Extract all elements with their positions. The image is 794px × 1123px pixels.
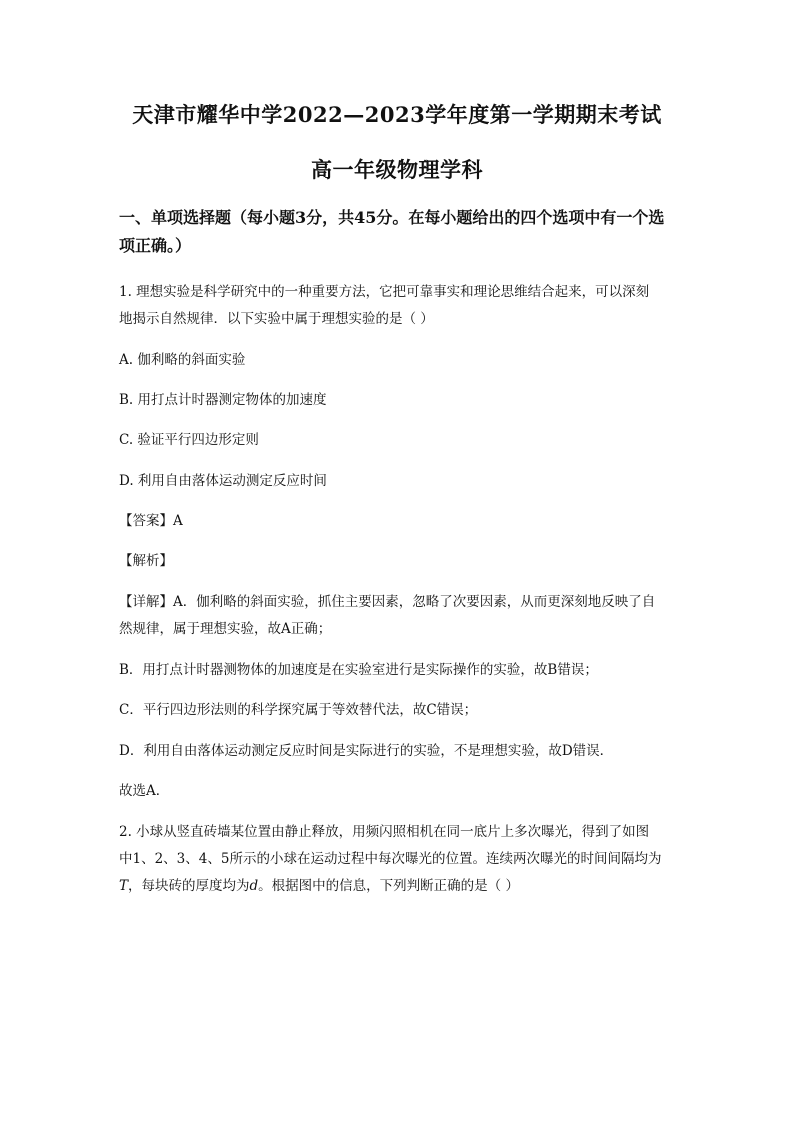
q1-conclusion: 故选A． <box>119 783 170 799</box>
q1-option-b: B. 用打点计时器测定物体的加速度 <box>119 392 327 408</box>
q1-option-c: C. 验证平行四边形定则 <box>119 432 259 448</box>
q1-stem-line1: 1. 理想实验是科学研究中的一种重要方法，它把可靠事实和理论思维结合起来，可以深刻 <box>119 284 650 300</box>
variable-t: T <box>119 878 129 894</box>
variable-d: d <box>249 878 259 894</box>
q1-detail-line2: 然规律，属于理想实验，故A正确； <box>119 621 332 637</box>
exam-subtitle: 高一年级物理学科 <box>311 157 483 182</box>
q2-stem-line3-part2: 。根据图中的信息，下列判断正确的是（ ） <box>258 878 519 894</box>
q1-stem-line2: 地揭示自然规律．以下实验中属于理想实验的是（ ） <box>119 311 434 327</box>
section-heading-line1: 一、单项选择题（每小题3分，共45分。在每小题给出的四个选项中有一个选 <box>119 208 665 227</box>
q1-analysis-label: 【解析】 <box>119 553 173 569</box>
q1-answer: 【答案】A <box>119 513 183 529</box>
q1-option-a: A. 伽利略的斜面实验 <box>119 352 246 368</box>
section-heading-line2: 项正确。） <box>119 236 192 255</box>
q1-detail-c: C．平行四边形法则的科学探究属于等效替代法，故C错误； <box>119 702 478 718</box>
q2-stem-line1: 2. 小球从竖直砖墙某位置由静止释放，用频闪照相机在同一底片上多次曝光，得到了如图 <box>119 824 650 840</box>
q1-option-d: D. 利用自由落体运动测定反应时间 <box>119 473 327 489</box>
exam-title: 天津市耀华中学2022—2023学年度第一学期期末考试 <box>132 102 662 127</box>
q1-detail-d: D．利用自由落体运动测定反应时间是实际进行的实验，不是理想实验，故D错误． <box>119 743 614 759</box>
section-heading <box>119 204 679 260</box>
q2-stem-line2: 中1、2、3、4、5所示的小球在运动过程中每次曝光的位置。连续两次曝光的时间间隔均为 <box>119 851 662 867</box>
q2-stem-line3-part1: ，每块砖的厚度均为 <box>128 878 250 894</box>
q2-stem-line3 <box>119 876 679 896</box>
q1-detail-line1: 【详解】A．伽利略的斜面实验，抓住主要因素，忽略了次要因素，从而更深刻地反映了自 <box>119 594 656 610</box>
q1-detail-b: B．用打点计时器测物体的加速度是在实验室进行是实际操作的实验，故B错误； <box>119 662 598 678</box>
